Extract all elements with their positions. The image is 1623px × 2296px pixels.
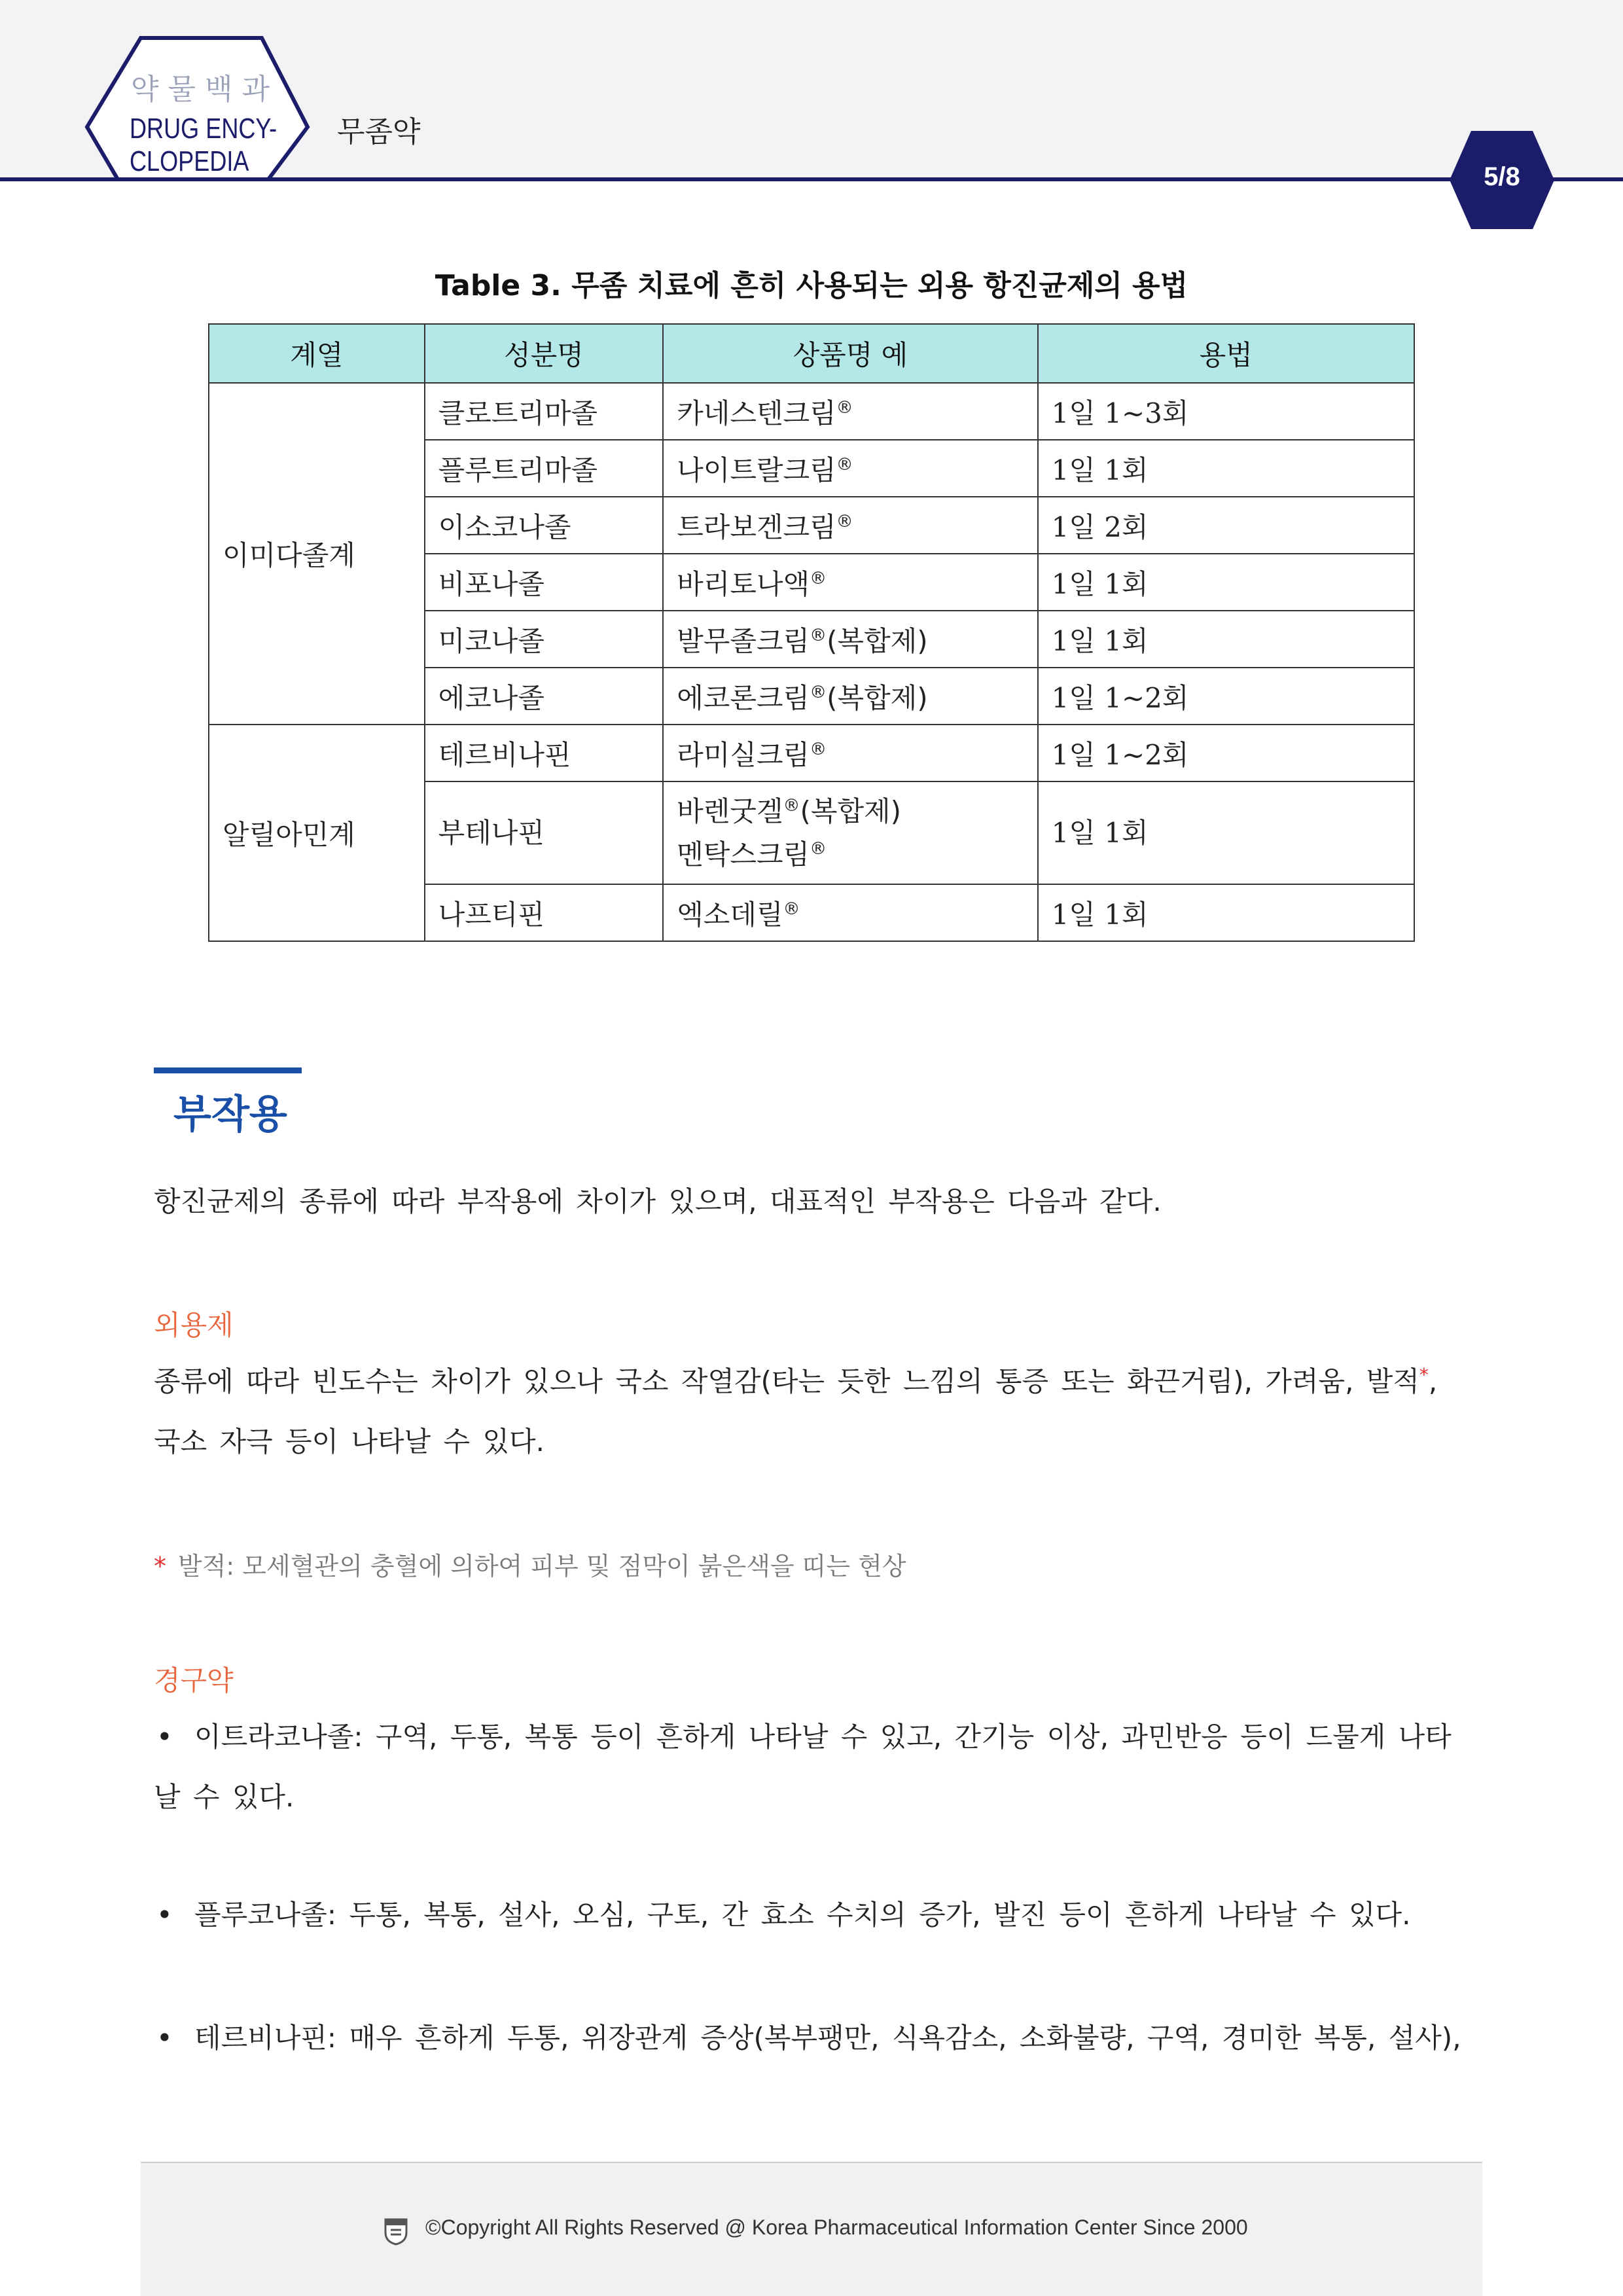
- product-name: 바리토나액: [677, 567, 810, 600]
- product-name: 멘탁스크림: [677, 838, 810, 870]
- antifungal-table: [208, 323, 1415, 942]
- list-item: [154, 2008, 1469, 2068]
- product-entry: [677, 893, 1024, 933]
- registered-mark: ®: [836, 511, 853, 531]
- registered-mark: ®: [783, 795, 800, 816]
- drug-class-cell: 이미다졸계: [209, 383, 425, 725]
- dosage-cell: 1일 2회: [1038, 497, 1414, 554]
- product-name: 바렌굿겔: [677, 795, 783, 827]
- ingredient-cell: 이소코나졸: [425, 497, 664, 554]
- dosage-cell: 1일 1회: [1038, 884, 1414, 941]
- oral-heading: 경구약: [154, 1664, 234, 1696]
- ingredient-cell: 클로트리마졸: [425, 383, 664, 440]
- logo-english-line2: CLOPEDIA: [130, 145, 249, 177]
- product-entry: [677, 449, 1024, 488]
- list-item-text: 이트라코나졸: 구역, 두통, 복통 등이 흔하게 나타날 수 있고, 간기능 이상, 과민반응 등이 드물게 나타날 수 있다.: [154, 1721, 1452, 1813]
- registered-mark: ®: [810, 625, 827, 645]
- table-body: [209, 383, 1414, 941]
- registered-mark: ®: [836, 454, 853, 475]
- registered-mark: ®: [836, 397, 853, 418]
- footnote: [154, 1546, 906, 1582]
- footnote-star: *: [1419, 1364, 1429, 1386]
- ingredient-cell: 플루트리마졸: [425, 440, 664, 497]
- product-cell: [663, 884, 1037, 941]
- ingredient-cell: 에코나졸: [425, 668, 664, 725]
- shield-logo-icon: [383, 2215, 409, 2246]
- drug-class-cell: 알릴아민계: [209, 725, 425, 941]
- product-cell: [663, 668, 1037, 725]
- product-suffix: (복합제): [827, 681, 928, 714]
- product-entry: [677, 506, 1024, 545]
- product-cell: [663, 725, 1037, 781]
- dosage-cell: 1일 1회: [1038, 554, 1414, 611]
- copyright-text: ©Copyright All Rights Reserved @ Korea Pharmaceutical Information Center Since 2000: [425, 2215, 1248, 2239]
- product-name: 카네스텐크림: [677, 397, 836, 429]
- header-class: 계열: [209, 324, 425, 383]
- product-suffix: (복합제): [827, 624, 928, 657]
- registered-mark: ®: [810, 739, 827, 759]
- topical-heading: 외용제: [154, 1309, 234, 1341]
- registered-mark: ®: [810, 682, 827, 702]
- list-item: [154, 1885, 1469, 1945]
- registered-mark: ®: [810, 838, 827, 859]
- product-cell: [663, 383, 1037, 440]
- table-caption: Table 3. 무좀 치료에 흔히 사용되는 외용 항진균제의 용법: [435, 269, 1188, 302]
- product-name: 트라보겐크림: [677, 511, 836, 543]
- topical-text-part1: 종류에 따라 빈도수는 차이가 있으나 국소 작열감(타는 듯한 느낌의 통증 또는 화끈거림), 가려움, 발적: [154, 1365, 1419, 1397]
- footnote-text: 발적: 모세혈관의 충혈에 의하여 피부 및 점막이 붉은색을 띠는 현상: [178, 1552, 906, 1581]
- header-dosage: 용법: [1038, 324, 1414, 383]
- page-number: 5/8: [1484, 162, 1520, 191]
- product-name: 에코론크림: [677, 681, 810, 714]
- product-entry: [677, 677, 1024, 716]
- table-row: [209, 383, 1414, 440]
- dosage-cell: 1일 1~3회: [1038, 383, 1414, 440]
- header-ingredient: 성분명: [425, 324, 664, 383]
- logo-english: [130, 113, 277, 178]
- ingredient-cell: 부테나핀: [425, 781, 664, 884]
- product-cell: [663, 781, 1037, 884]
- bullet-symbol: •: [156, 1721, 173, 1753]
- product-suffix: (복합제): [800, 795, 902, 827]
- product-name: 라미실크림: [677, 738, 810, 771]
- dosage-cell: 1일 1회: [1038, 611, 1414, 668]
- section-title: 부작용: [173, 1092, 287, 1138]
- registered-mark: ®: [810, 568, 827, 588]
- dosage-cell: 1일 1~2회: [1038, 668, 1414, 725]
- product-cell: [663, 611, 1037, 668]
- table-header-row: [209, 324, 1414, 383]
- product-entry: [677, 563, 1024, 602]
- ingredient-cell: 테르비나핀: [425, 725, 664, 781]
- product-entry: [677, 833, 1024, 876]
- registered-mark: ®: [783, 899, 800, 919]
- ingredient-cell: 미코나졸: [425, 611, 664, 668]
- product-name: 발무졸크림: [677, 624, 810, 657]
- product-cell: [663, 440, 1037, 497]
- bullet-symbol: •: [156, 2022, 173, 2054]
- list-item-text: 테르비나핀: 매우 흔하게 두통, 위장관계 증상(복부팽만, 식욕감소, 소화불량, 구역, 경미한 복통, 설사),: [194, 2022, 1461, 2054]
- product-entry: [677, 790, 1024, 833]
- product-name: 엑소데릴: [677, 898, 783, 931]
- table-row: [209, 725, 1414, 781]
- topical-text-part2: , 국소 자극 등이 나타날 수 있다.: [154, 1365, 1438, 1458]
- product-entry: [677, 734, 1024, 773]
- document-title: 무좀약: [337, 115, 421, 149]
- dosage-cell: 1일 1회: [1038, 781, 1414, 884]
- logo-english-line1: DRUG ENCY-: [130, 113, 277, 145]
- header-product: 상품명 예: [663, 324, 1037, 383]
- product-name: 나이트랄크림: [677, 454, 836, 486]
- section-accent-bar: [154, 1067, 302, 1073]
- list-item-text: 플루코나졸: 두통, 복통, 설사, 오심, 구토, 간 효소 수치의 증가, 발진 등이 흔하게 나타날 수 있다.: [194, 1899, 1411, 1931]
- product-cell: [663, 554, 1037, 611]
- ingredient-cell: 비포나졸: [425, 554, 664, 611]
- logo-korean: 약물백과: [131, 73, 279, 106]
- bullet-symbol: •: [156, 1899, 173, 1931]
- footnote-note-star: *: [154, 1552, 166, 1581]
- product-cell: [663, 497, 1037, 554]
- product-entry: [677, 392, 1024, 431]
- side-effects-intro: 항진균제의 종류에 따라 부작용에 차이가 있으며, 대표적인 부작용은 다음과 같다.: [154, 1185, 1162, 1217]
- ingredient-cell: 나프티핀: [425, 884, 664, 941]
- dosage-cell: 1일 1~2회: [1038, 725, 1414, 781]
- product-entry: [677, 620, 1024, 659]
- dosage-cell: 1일 1회: [1038, 440, 1414, 497]
- topical-text: [154, 1352, 1469, 1472]
- list-item: [154, 1707, 1469, 1827]
